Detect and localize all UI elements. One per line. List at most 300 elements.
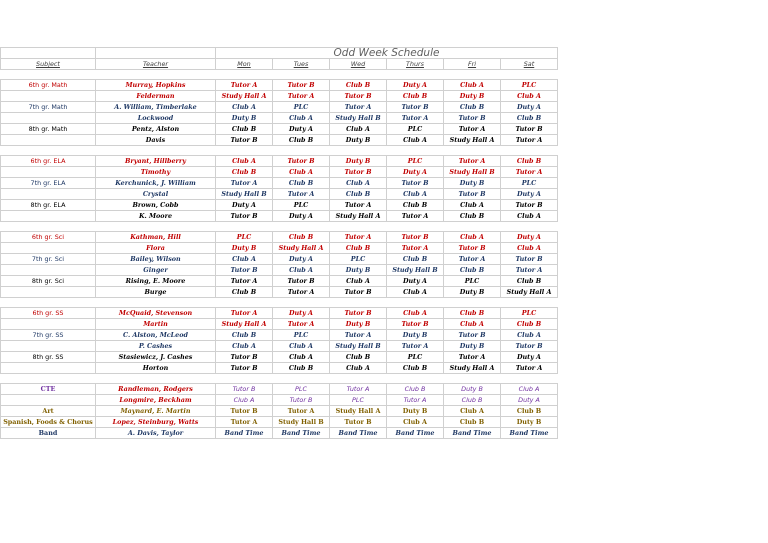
column-header-teacher: Teacher <box>96 59 216 70</box>
table-row <box>1 395 558 406</box>
subject-cell: 6th gr. ELA <box>1 156 96 167</box>
teacher-cell: Crystal <box>96 189 216 200</box>
schedule-cell-tues: Duty A <box>273 211 330 222</box>
schedule-cell-mon: Club B <box>216 124 273 135</box>
schedule-cell-tues: Club A <box>273 341 330 352</box>
schedule-cell-thurs: Tutor B <box>387 178 444 189</box>
table-row <box>1 243 558 254</box>
column-header-subject: Subject <box>1 59 96 70</box>
teacher-cell: Lockwood <box>96 113 216 124</box>
schedule-cell-mon: Club B <box>216 330 273 341</box>
schedule-cell-tues: PLC <box>273 102 330 113</box>
schedule-cell-mon: Club A <box>216 102 273 113</box>
teacher-cell: Pentz, Alston <box>96 124 216 135</box>
schedule-cell-thurs: Tutor A <box>387 243 444 254</box>
schedule-cell-thurs: Tutor B <box>387 102 444 113</box>
schedule-cell-thurs: Tutor A <box>387 113 444 124</box>
schedule-cell-tues: Club A <box>273 352 330 363</box>
subject-cell: Band <box>1 428 96 439</box>
schedule-cell-tues: Tutor A <box>273 91 330 102</box>
blank-cell <box>387 146 444 156</box>
schedule-cell-mon: Band Time <box>216 428 273 439</box>
blank-cell <box>96 222 216 232</box>
blank-cell <box>1 48 96 59</box>
schedule-cell-wed: Club B <box>330 243 387 254</box>
schedule-cell-tues: PLC <box>273 200 330 211</box>
schedule-cell-fri: Club B <box>444 417 501 428</box>
table-row <box>1 200 558 211</box>
schedule-cell-mon: Tutor B <box>216 363 273 374</box>
schedule-cell-thurs: Tutor A <box>387 341 444 352</box>
schedule-cell-tues: Tutor B <box>273 80 330 91</box>
teacher-cell: Ginger <box>96 265 216 276</box>
blank-cell <box>387 222 444 232</box>
schedule-cell-wed: Tutor B <box>330 417 387 428</box>
blank-cell <box>387 374 444 384</box>
teacher-cell: K. Moore <box>96 211 216 222</box>
schedule-cell-wed: Club A <box>330 124 387 135</box>
teacher-cell: Longmire, Beckham <box>96 395 216 406</box>
schedule-cell-tues: Duty A <box>273 124 330 135</box>
schedule-cell-sat: Duty A <box>501 189 558 200</box>
subject-cell <box>1 319 96 330</box>
schedule-cell-mon: Tutor A <box>216 80 273 91</box>
column-header-thurs: Thurs <box>387 59 444 70</box>
schedule-cell-thurs: PLC <box>387 124 444 135</box>
table-row <box>1 156 558 167</box>
blank-cell <box>1 222 96 232</box>
schedule-cell-wed: Tutor A <box>330 232 387 243</box>
blank-cell <box>501 374 558 384</box>
schedule-cell-fri: Tutor B <box>444 189 501 200</box>
table-row <box>1 308 558 319</box>
schedule-cell-thurs: PLC <box>387 156 444 167</box>
subject-cell: 6th gr. SS <box>1 308 96 319</box>
blank-cell <box>96 48 216 59</box>
schedule-cell-fri: Club B <box>444 265 501 276</box>
teacher-cell: Maynard, E. Martin <box>96 406 216 417</box>
schedule-cell-tues: Club B <box>273 232 330 243</box>
schedule-cell-mon: Tutor B <box>216 265 273 276</box>
schedule-cell-mon: Study Hall A <box>216 319 273 330</box>
schedule-cell-sat: Club B <box>501 406 558 417</box>
blank-cell <box>96 374 216 384</box>
subject-cell: 8th gr. Sci <box>1 276 96 287</box>
table-row <box>1 80 558 91</box>
schedule-cell-wed: Club B <box>330 352 387 363</box>
subject-cell <box>1 113 96 124</box>
schedule-cell-fri: Duty B <box>444 91 501 102</box>
schedule-cell-tues: Tutor B <box>273 276 330 287</box>
schedule-cell-tues: Club A <box>273 167 330 178</box>
teacher-cell: Brown, Cobb <box>96 200 216 211</box>
teacher-cell: A. Davis, Taylor <box>96 428 216 439</box>
schedule-cell-wed: Duty B <box>330 135 387 146</box>
schedule-cell-sat: Duty A <box>501 102 558 113</box>
schedule-cell-sat: Tutor B <box>501 124 558 135</box>
blank-cell <box>216 146 273 156</box>
schedule-cell-wed: Club B <box>330 80 387 91</box>
schedule-cell-mon: Club A <box>216 341 273 352</box>
schedule-cell-sat: Club A <box>501 91 558 102</box>
schedule-cell-sat: Tutor A <box>501 167 558 178</box>
schedule-cell-wed: Tutor B <box>330 167 387 178</box>
blank-cell <box>501 222 558 232</box>
schedule-cell-mon: Duty B <box>216 113 273 124</box>
schedule-cell-mon: Duty A <box>216 200 273 211</box>
schedule-cell-fri: Duty B <box>444 287 501 298</box>
table-row <box>1 167 558 178</box>
table-row <box>1 363 558 374</box>
schedule-cell-fri: Study Hall B <box>444 167 501 178</box>
schedule-cell-fri: Study Hall A <box>444 135 501 146</box>
table-row <box>1 287 558 298</box>
blank-cell <box>216 374 273 384</box>
group-separator <box>1 70 558 80</box>
schedule-cell-thurs: Club A <box>387 308 444 319</box>
group-separator <box>1 146 558 156</box>
subject-cell <box>1 395 96 406</box>
schedule-cell-mon: Tutor A <box>216 178 273 189</box>
table-row <box>1 384 558 395</box>
schedule-cell-wed: PLC <box>330 254 387 265</box>
table-row <box>1 211 558 222</box>
subject-cell <box>1 167 96 178</box>
schedule-cell-mon: Tutor A <box>216 417 273 428</box>
schedule-cell-sat: PLC <box>501 178 558 189</box>
schedule-cell-wed: Duty B <box>330 265 387 276</box>
teacher-cell: Bailey, Wilson <box>96 254 216 265</box>
table-row <box>1 406 558 417</box>
column-header-tues: Tues <box>273 59 330 70</box>
schedule-cell-sat: Tutor A <box>501 135 558 146</box>
schedule-cell-sat: Tutor B <box>501 254 558 265</box>
blank-cell <box>1 374 96 384</box>
teacher-cell: Martin <box>96 319 216 330</box>
table-row <box>1 178 558 189</box>
page-title: Odd Week Schedule <box>216 48 558 59</box>
title-row <box>1 48 558 59</box>
schedule-cell-sat: Duty A <box>501 352 558 363</box>
subject-cell: 7th gr. ELA <box>1 178 96 189</box>
schedule-cell-thurs: Duty B <box>387 330 444 341</box>
blank-cell <box>273 298 330 308</box>
schedule-cell-sat: Duty B <box>501 417 558 428</box>
schedule-cell-fri: Duty B <box>444 341 501 352</box>
schedule-cell-fri: Club B <box>444 308 501 319</box>
group-separator <box>1 374 558 384</box>
schedule-cell-wed: Tutor B <box>330 308 387 319</box>
schedule-cell-sat: Duty A <box>501 232 558 243</box>
teacher-cell: McQuaid, Stevenson <box>96 308 216 319</box>
schedule-cell-thurs: Tutor A <box>387 211 444 222</box>
blank-cell <box>387 70 444 80</box>
schedule-cell-mon: Duty B <box>216 243 273 254</box>
subject-cell: CTE <box>1 384 96 395</box>
schedule-cell-mon: Tutor B <box>216 211 273 222</box>
blank-cell <box>216 298 273 308</box>
teacher-cell: Kerchunick, J. William <box>96 178 216 189</box>
schedule-cell-tues: Tutor A <box>273 319 330 330</box>
teacher-cell: Lopez, Steinburg, Watts <box>96 417 216 428</box>
schedule-cell-thurs: Duty A <box>387 80 444 91</box>
table-row <box>1 113 558 124</box>
table-row <box>1 319 558 330</box>
schedule-cell-tues: Study Hall A <box>273 243 330 254</box>
blank-cell <box>330 222 387 232</box>
blank-cell <box>330 146 387 156</box>
blank-cell <box>273 70 330 80</box>
schedule-cell-fri: Club A <box>444 200 501 211</box>
blank-cell <box>330 374 387 384</box>
schedule-cell-fri: Club B <box>444 211 501 222</box>
blank-cell <box>96 70 216 80</box>
schedule-cell-wed: Tutor A <box>330 330 387 341</box>
schedule-cell-sat: Club B <box>501 276 558 287</box>
schedule-cell-tues: Club B <box>273 363 330 374</box>
schedule-cell-mon: PLC <box>216 232 273 243</box>
schedule-cell-mon: Study Hall B <box>216 189 273 200</box>
schedule-cell-fri: Tutor A <box>444 352 501 363</box>
blank-cell <box>387 298 444 308</box>
schedule-cell-sat: PLC <box>501 80 558 91</box>
schedule-cell-tues: Tutor A <box>273 406 330 417</box>
blank-cell <box>216 70 273 80</box>
schedule-cell-wed: Club B <box>330 189 387 200</box>
schedule-cell-sat: PLC <box>501 308 558 319</box>
schedule-cell-wed: Club A <box>330 178 387 189</box>
subject-cell: 6th gr. Math <box>1 80 96 91</box>
schedule-cell-thurs: Duty A <box>387 276 444 287</box>
schedule-cell-tues: PLC <box>273 384 330 395</box>
table-row <box>1 417 558 428</box>
schedule-cell-fri: Club B <box>444 102 501 113</box>
teacher-cell: Flora <box>96 243 216 254</box>
subject-cell: 7th gr. SS <box>1 330 96 341</box>
teacher-cell: Randleman, Rodgers <box>96 384 216 395</box>
table-row <box>1 276 558 287</box>
schedule-cell-thurs: Club B <box>387 384 444 395</box>
subject-cell <box>1 211 96 222</box>
subject-cell <box>1 91 96 102</box>
schedule-cell-fri: Club A <box>444 232 501 243</box>
subject-cell <box>1 243 96 254</box>
teacher-cell: Timothy <box>96 167 216 178</box>
schedule-cell-thurs: Club B <box>387 91 444 102</box>
schedule-cell-mon: Club A <box>216 395 273 406</box>
header-row <box>1 59 558 70</box>
schedule-cell-tues: Tutor A <box>273 287 330 298</box>
schedule-cell-wed: Study Hall A <box>330 406 387 417</box>
schedule-cell-sat: Tutor B <box>501 200 558 211</box>
schedule-cell-mon: Tutor A <box>216 276 273 287</box>
schedule-cell-fri: Club B <box>444 395 501 406</box>
teacher-cell: Davis <box>96 135 216 146</box>
schedule-cell-tues: Tutor B <box>273 395 330 406</box>
schedule-cell-tues: Club B <box>273 178 330 189</box>
table-row <box>1 124 558 135</box>
schedule-table <box>0 47 558 439</box>
schedule-cell-thurs: Duty A <box>387 167 444 178</box>
schedule-cell-sat: Duty A <box>501 395 558 406</box>
schedule-cell-mon: Club B <box>216 167 273 178</box>
blank-cell <box>501 298 558 308</box>
schedule-cell-wed: Duty B <box>330 156 387 167</box>
blank-cell <box>444 146 501 156</box>
schedule-cell-fri: Club A <box>444 80 501 91</box>
table-row <box>1 91 558 102</box>
schedule-cell-fri: Club A <box>444 319 501 330</box>
teacher-cell: Kathman, Hill <box>96 232 216 243</box>
schedule-cell-sat: Band Time <box>501 428 558 439</box>
schedule-cell-sat: Tutor A <box>501 363 558 374</box>
schedule-cell-tues: Duty A <box>273 308 330 319</box>
blank-cell <box>273 146 330 156</box>
blank-cell <box>96 298 216 308</box>
blank-cell <box>501 70 558 80</box>
schedule-cell-mon: Tutor B <box>216 384 273 395</box>
blank-cell <box>216 222 273 232</box>
subject-cell <box>1 287 96 298</box>
schedule-cell-sat: Tutor A <box>501 265 558 276</box>
schedule-cell-mon: Tutor B <box>216 352 273 363</box>
subject-cell <box>1 363 96 374</box>
blank-cell <box>330 298 387 308</box>
schedule-cell-wed: Band Time <box>330 428 387 439</box>
schedule-cell-fri: Tutor A <box>444 124 501 135</box>
teacher-cell: Horton <box>96 363 216 374</box>
teacher-cell: C. Alston, McLeod <box>96 330 216 341</box>
schedule-cell-mon: Tutor B <box>216 406 273 417</box>
table-row <box>1 330 558 341</box>
teacher-cell: Burge <box>96 287 216 298</box>
subject-cell <box>1 135 96 146</box>
schedule-cell-fri: Tutor B <box>444 113 501 124</box>
table-row <box>1 352 558 363</box>
schedule-cell-thurs: Tutor A <box>387 395 444 406</box>
table-row <box>1 232 558 243</box>
schedule-cell-wed: Tutor B <box>330 287 387 298</box>
schedule-cell-thurs: Club B <box>387 363 444 374</box>
teacher-cell: A. William, Timberlake <box>96 102 216 113</box>
subject-cell <box>1 265 96 276</box>
schedule-cell-wed: Duty B <box>330 319 387 330</box>
blank-cell <box>444 374 501 384</box>
schedule-cell-tues: Tutor A <box>273 189 330 200</box>
schedule-cell-sat: Club B <box>501 156 558 167</box>
column-header-wed: Wed <box>330 59 387 70</box>
schedule-cell-wed: Tutor A <box>330 384 387 395</box>
schedule-cell-tues: PLC <box>273 330 330 341</box>
schedule-cell-thurs: Duty B <box>387 406 444 417</box>
table-row <box>1 189 558 200</box>
table-row <box>1 102 558 113</box>
schedule-cell-thurs: Club B <box>387 254 444 265</box>
blank-cell <box>1 146 96 156</box>
teacher-cell: Felderman <box>96 91 216 102</box>
schedule-cell-wed: PLC <box>330 395 387 406</box>
teacher-cell: Bryant, Hillberry <box>96 156 216 167</box>
schedule-cell-thurs: Club B <box>387 200 444 211</box>
schedule-cell-mon: Tutor B <box>216 135 273 146</box>
table-row <box>1 428 558 439</box>
schedule-cell-wed: Tutor A <box>330 102 387 113</box>
column-header-mon: Mon <box>216 59 273 70</box>
schedule-cell-thurs: Club A <box>387 417 444 428</box>
table-row <box>1 341 558 352</box>
schedule-cell-thurs: Club A <box>387 135 444 146</box>
schedule-cell-mon: Club A <box>216 156 273 167</box>
schedule-cell-thurs: Club A <box>387 287 444 298</box>
table-row <box>1 254 558 265</box>
schedule-cell-fri: Tutor B <box>444 330 501 341</box>
schedule-cell-wed: Study Hall B <box>330 341 387 352</box>
blank-cell <box>1 70 96 80</box>
schedule-cell-sat: Club A <box>501 384 558 395</box>
blank-cell <box>444 298 501 308</box>
schedule-cell-wed: Study Hall A <box>330 211 387 222</box>
schedule-cell-tues: Club B <box>273 135 330 146</box>
blank-cell <box>444 222 501 232</box>
schedule-cell-thurs: Club A <box>387 189 444 200</box>
subject-cell: 8th gr. ELA <box>1 200 96 211</box>
schedule-cell-fri: Tutor B <box>444 243 501 254</box>
subject-cell: 7th gr. Math <box>1 102 96 113</box>
blank-cell <box>330 70 387 80</box>
schedule-cell-wed: Study Hall B <box>330 113 387 124</box>
schedule-cell-fri: Club A <box>444 406 501 417</box>
schedule-cell-fri: Band Time <box>444 428 501 439</box>
schedule-cell-thurs: Tutor B <box>387 232 444 243</box>
schedule-cell-thurs: PLC <box>387 352 444 363</box>
schedule-cell-sat: Tutor B <box>501 341 558 352</box>
subject-cell: 8th gr. Math <box>1 124 96 135</box>
column-header-fri: Fri <box>444 59 501 70</box>
schedule-cell-fri: Study Hall A <box>444 363 501 374</box>
blank-cell <box>444 70 501 80</box>
schedule-cell-tues: Club A <box>273 265 330 276</box>
schedule-cell-mon: Club B <box>216 287 273 298</box>
schedule-cell-thurs: Tutor B <box>387 319 444 330</box>
column-header-sat: Sat <box>501 59 558 70</box>
teacher-cell: Stasiewicz, J. Cashes <box>96 352 216 363</box>
teacher-cell: Murray, Hopkins <box>96 80 216 91</box>
schedule-cell-thurs: Study Hall B <box>387 265 444 276</box>
schedule-cell-wed: Club A <box>330 363 387 374</box>
blank-cell <box>501 146 558 156</box>
schedule-cell-tues: Study Hall B <box>273 417 330 428</box>
teacher-cell: Rising, E. Moore <box>96 276 216 287</box>
schedule-cell-sat: Club A <box>501 243 558 254</box>
schedule-cell-mon: Club A <box>216 254 273 265</box>
table-row <box>1 265 558 276</box>
schedule-cell-sat: Club B <box>501 319 558 330</box>
subject-cell: 7th gr. Sci <box>1 254 96 265</box>
schedule-cell-mon: Tutor A <box>216 308 273 319</box>
blank-cell <box>273 222 330 232</box>
schedule-cell-mon: Study Hall A <box>216 91 273 102</box>
schedule-cell-tues: Club A <box>273 113 330 124</box>
subject-cell <box>1 189 96 200</box>
schedule-cell-tues: Band Time <box>273 428 330 439</box>
subject-cell: Art <box>1 406 96 417</box>
table-row <box>1 135 558 146</box>
schedule-cell-sat: Club B <box>501 113 558 124</box>
group-separator <box>1 222 558 232</box>
schedule-cell-sat: Study Hall A <box>501 287 558 298</box>
schedule-cell-fri: Duty B <box>444 384 501 395</box>
schedule-cell-fri: Tutor A <box>444 254 501 265</box>
